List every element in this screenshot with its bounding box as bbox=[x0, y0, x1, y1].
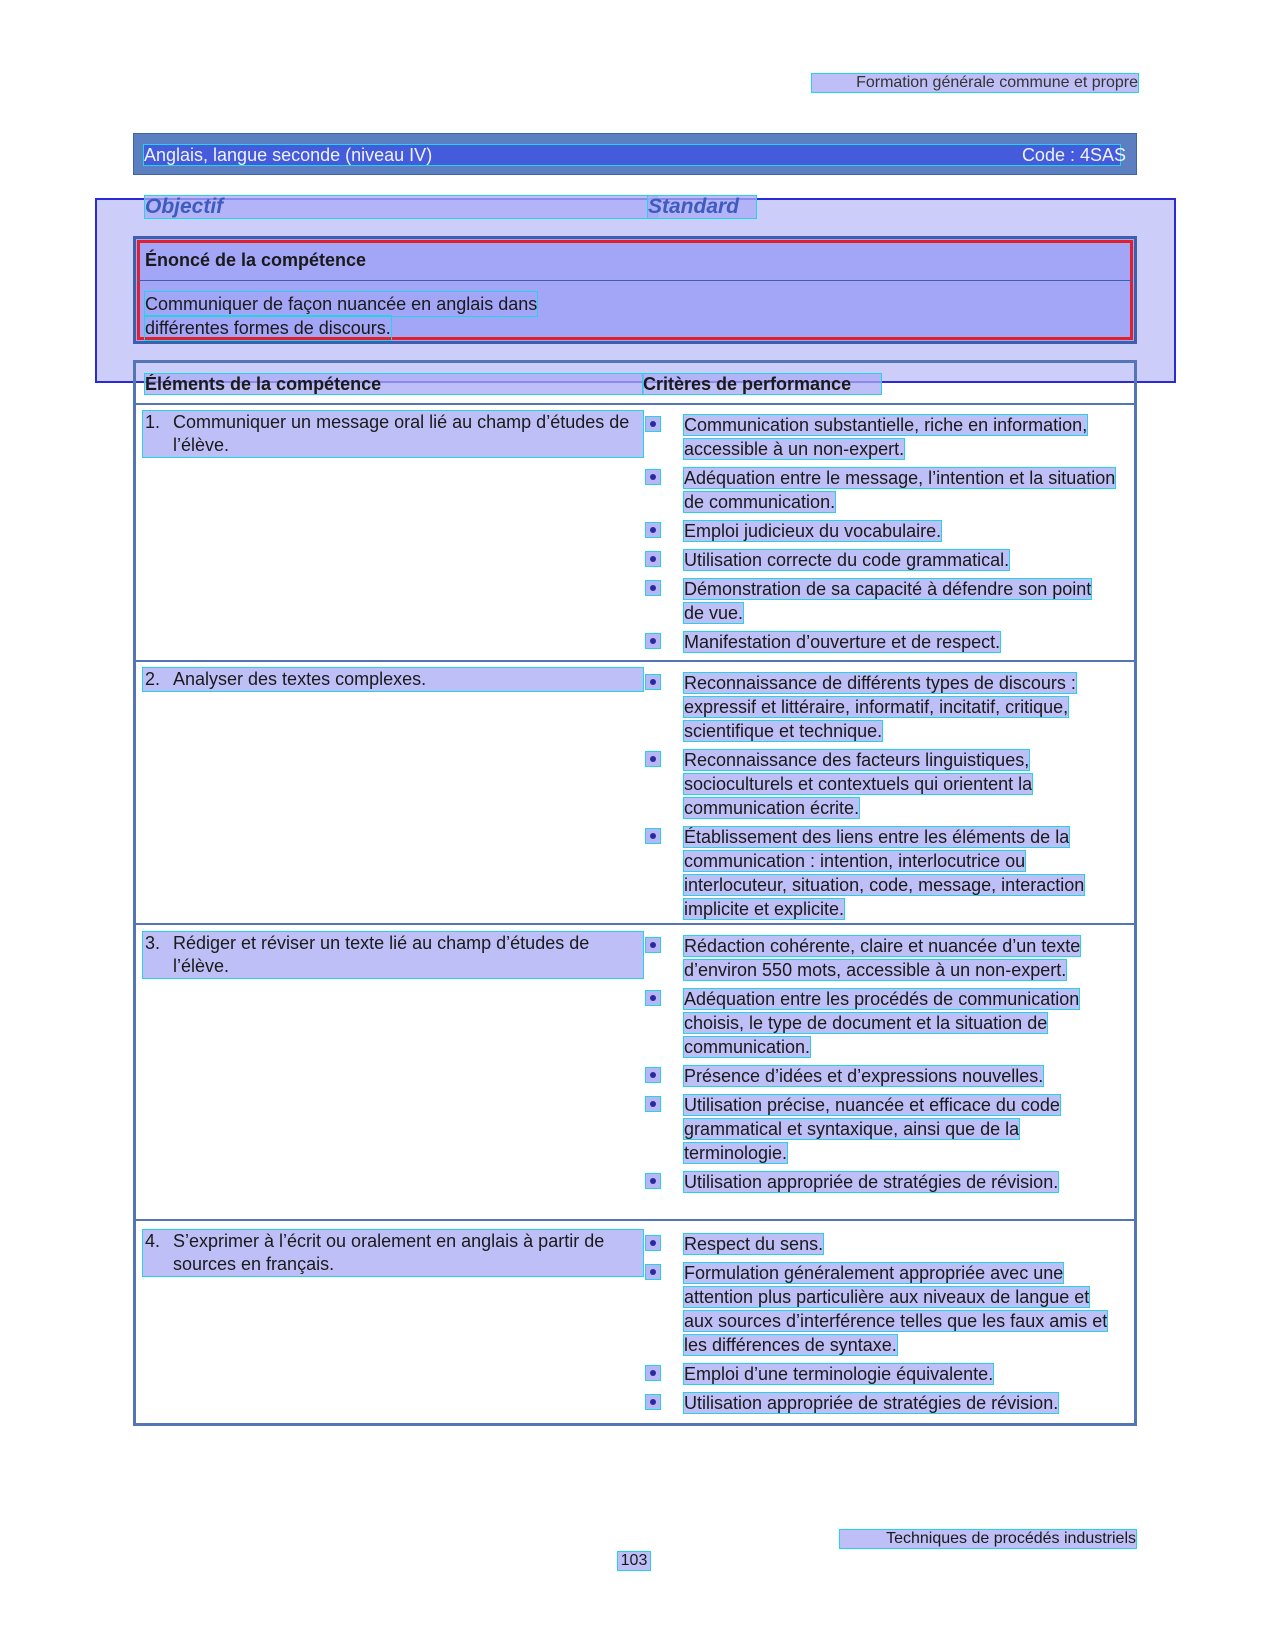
bullet-icon bbox=[646, 1236, 660, 1250]
bullet-icon bbox=[646, 829, 660, 843]
criterion-item: Démonstration de sa capacité à défendre son point de vue. bbox=[646, 577, 1116, 625]
criterion-item: Reconnaissance des facteurs linguistiques, socioculturels et contextuels qui orientent la communication écrite. bbox=[646, 748, 1116, 820]
element-number: 3. bbox=[145, 933, 161, 953]
objective-label: Objectif bbox=[145, 196, 657, 218]
criterion-item: Communication substantielle, riche en information, accessible à un non-expert. bbox=[646, 413, 1116, 461]
criterion-item: Utilisation correcte du code grammatical. bbox=[646, 548, 1116, 572]
criteria-list-3 bbox=[646, 934, 1116, 1199]
criterion-item: Reconnaissance de différents types de discours : expressif et littéraire, informatif, incitatif, critique, scientifique et technique. bbox=[646, 671, 1116, 743]
bullet-icon bbox=[646, 1174, 660, 1188]
standard-label: Standard bbox=[648, 196, 756, 218]
criteria-list-1 bbox=[646, 413, 1116, 659]
element-text: Rédiger et réviser un texte lié au champ d’études de l’élève. bbox=[173, 933, 590, 976]
bullet-icon bbox=[646, 1068, 660, 1082]
bullet-icon bbox=[646, 1366, 660, 1380]
criteria-list-4 bbox=[646, 1232, 1116, 1420]
competence-divider bbox=[137, 280, 1133, 281]
element-text: S’exprimer à l’écrit ou oralement en anglais à partir de sources en français. bbox=[173, 1231, 605, 1274]
table-header-divider bbox=[133, 403, 1137, 405]
bullet-icon bbox=[646, 523, 660, 537]
bullet-icon bbox=[646, 634, 660, 648]
element-text: Analyser des textes complexes. bbox=[173, 669, 427, 689]
criterion-item: Respect du sens. bbox=[646, 1232, 1116, 1256]
elements-column-header: Éléments de la compétence bbox=[145, 374, 643, 394]
criterion-item: Emploi judicieux du vocabulaire. bbox=[646, 519, 1116, 543]
bullet-icon bbox=[646, 938, 660, 952]
criteria-column-header: Critères de performance bbox=[643, 374, 881, 394]
competence-text-line: différentes formes de discours. bbox=[145, 318, 391, 338]
bullet-icon bbox=[646, 675, 660, 689]
competence-heading: Énoncé de la compétence bbox=[145, 250, 367, 270]
element-number: 1. bbox=[145, 412, 161, 432]
running-header: Formation générale commune et propre bbox=[812, 74, 1138, 92]
criterion-item: Utilisation appropriée de stratégies de révision. bbox=[646, 1170, 1116, 1194]
element-2 bbox=[143, 668, 643, 691]
criterion-item: Adéquation entre le message, l’intention et la situation de communication. bbox=[646, 466, 1116, 514]
table-row-divider bbox=[133, 660, 1137, 662]
bullet-icon bbox=[646, 552, 660, 566]
competence-text-line: Communiquer de façon nuancée en anglais dans bbox=[145, 294, 538, 314]
course-title-bar bbox=[133, 133, 1137, 175]
criterion-item: Utilisation précise, nuancée et efficace du code grammatical et syntaxique, ainsi que de la terminologie. bbox=[646, 1093, 1116, 1165]
bullet-icon bbox=[646, 1265, 660, 1279]
criterion-item: Rédaction cohérente, claire et nuancée d’un texte d’environ 550 mots, accessible à un non-expert. bbox=[646, 934, 1116, 982]
element-number: 2. bbox=[145, 669, 161, 689]
element-4 bbox=[143, 1230, 643, 1276]
element-text: Communiquer un message oral lié au champ d’études de l’élève. bbox=[173, 412, 630, 455]
element-1 bbox=[143, 411, 643, 457]
bullet-icon bbox=[646, 581, 660, 595]
page-number: 103 bbox=[618, 1552, 650, 1570]
bullet-icon bbox=[646, 1097, 660, 1111]
bullet-icon bbox=[646, 417, 660, 431]
element-number: 4. bbox=[145, 1231, 161, 1251]
criterion-item: Manifestation d’ouverture et de respect. bbox=[646, 630, 1116, 654]
footer-program-title: Techniques de procédés industriels bbox=[840, 1530, 1136, 1548]
element-3 bbox=[143, 932, 643, 978]
criterion-item: Adéquation entre les procédés de communication choisis, le type de document et la situation de communication. bbox=[646, 987, 1116, 1059]
bullet-icon bbox=[646, 991, 660, 1005]
bullet-icon bbox=[646, 470, 660, 484]
criterion-item: Établissement des liens entre les éléments de la communication : intention, interlocutrice ou interlocuteur, situation, code, message, interaction implicite et explicite. bbox=[646, 825, 1116, 921]
competence-text bbox=[145, 292, 600, 340]
course-code: Code : 4SAS bbox=[1021, 145, 1126, 165]
criterion-item: Emploi d’une terminologie équivalente. bbox=[646, 1362, 1116, 1386]
criteria-list-2 bbox=[646, 671, 1116, 926]
criterion-item: Formulation généralement appropriée avec une attention plus particulière aux niveaux de langue et aux sources d’interférence telles que les faux amis et les différences de syntaxe. bbox=[646, 1261, 1116, 1357]
criterion-item: Présence d’idées et d’expressions nouvelles. bbox=[646, 1064, 1116, 1088]
criterion-item: Utilisation appropriée de stratégies de révision. bbox=[646, 1391, 1116, 1415]
table-row-divider bbox=[133, 1219, 1137, 1221]
bullet-icon bbox=[646, 1395, 660, 1409]
bullet-icon bbox=[646, 752, 660, 766]
course-title: Anglais, langue seconde (niveau IV) bbox=[144, 145, 1134, 165]
